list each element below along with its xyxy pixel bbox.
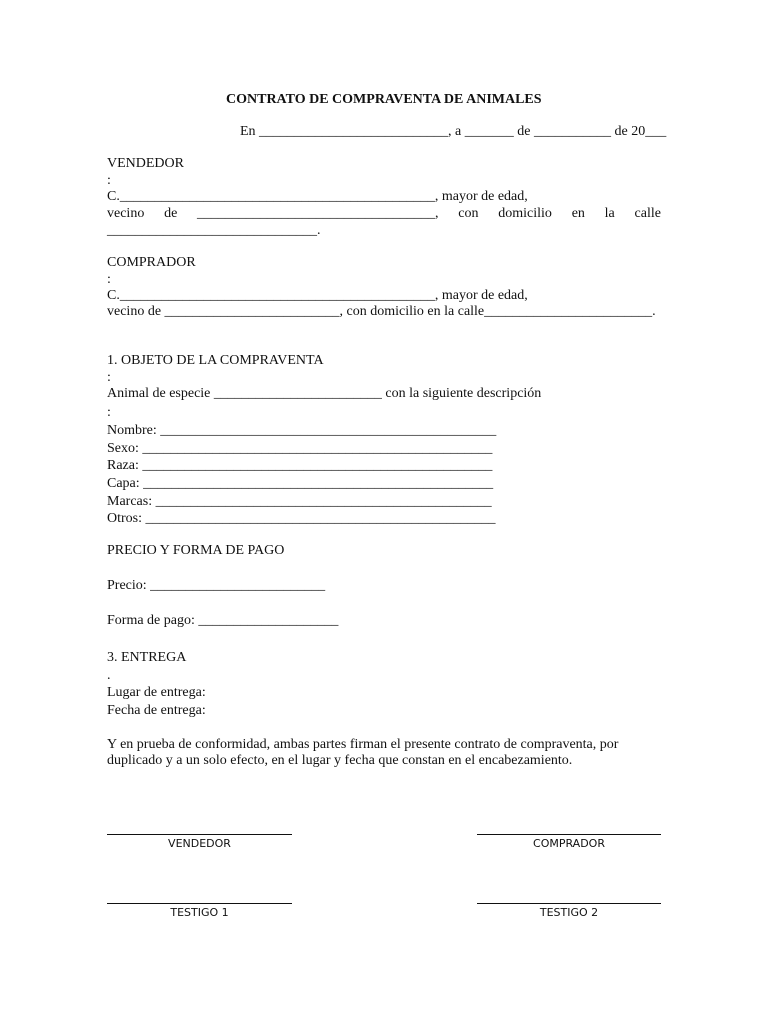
delivery-place-label: Lugar de entrega: <box>107 685 206 700</box>
seller-name-line: C._____________________________________________, mayor de edad, <box>107 189 528 204</box>
object-heading: 1. OBJETO DE LA COMPRAVENTA <box>107 353 324 368</box>
buyer-name-line: C._____________________________________________, mayor de edad, <box>107 288 528 303</box>
seller-neighbor-word: de <box>164 206 178 221</box>
seller-neighbor-line <box>107 207 661 221</box>
seller-signature-label: VENDEDOR <box>168 837 231 850</box>
delivery-heading: 3. ENTREGA <box>107 650 187 665</box>
species-line: Animal de especie ________________________ con la siguiente descripción <box>107 386 542 401</box>
payment-heading: PRECIO Y FORMA DE PAGO <box>107 543 285 558</box>
object-colon-2: : <box>107 405 111 420</box>
seller-neighbor-word: calle <box>634 206 661 221</box>
field-otros: Otros: __________________________________________________ <box>107 511 496 526</box>
seller-heading: VENDEDOR <box>107 156 184 171</box>
seller-neighbor-word: domicilio <box>498 206 552 221</box>
buyer-signature-line <box>477 834 661 835</box>
price-line: Precio: _________________________ <box>107 578 326 593</box>
seller-street-line: ______________________________. <box>107 223 321 238</box>
buyer-neighbor-line: vecino de _________________________, con domicilio en la calle________________________. <box>107 304 656 319</box>
seller-colon: : <box>107 173 111 188</box>
seller-signature-line <box>107 834 292 835</box>
seller-neighbor-word: en <box>571 206 585 221</box>
witness1-signature-label: TESTIGO 1 <box>170 906 229 919</box>
document-title: CONTRATO DE COMPRAVENTA DE ANIMALES <box>226 92 542 107</box>
field-nombre: Nombre: ________________________________________________ <box>107 423 497 438</box>
closing-line-1: Y en prueba de conformidad, ambas partes firman el presente contrato de compraventa, por <box>107 737 619 752</box>
witness2-signature-label: TESTIGO 2 <box>539 906 599 919</box>
witness1-signature-line <box>107 903 292 904</box>
field-raza: Raza: __________________________________________________ <box>107 458 493 473</box>
seller-neighbor-word: __________________________________, <box>197 206 439 221</box>
seller-neighbor-word: con <box>458 206 479 221</box>
buyer-colon: : <box>107 272 111 287</box>
witness2-signature-line <box>477 903 661 904</box>
buyer-heading: COMPRADOR <box>107 255 196 270</box>
field-capa: Capa: __________________________________________________ <box>107 476 494 491</box>
field-marcas: Marcas: ________________________________________________ <box>107 494 492 509</box>
seller-neighbor-word: vecino <box>107 206 145 221</box>
delivery-dot: . <box>107 668 111 683</box>
buyer-signature-label: COMPRADOR <box>533 837 605 850</box>
seller-neighbor-word: la <box>604 206 615 221</box>
delivery-date-label: Fecha de entrega: <box>107 703 206 718</box>
place-date-line: En ___________________________, a _______ de ___________ de 20___ <box>240 124 667 139</box>
closing-line-2: duplicado y a un solo efecto, en el lugar y fecha que constan en el encabezamiento. <box>107 753 573 768</box>
object-colon: : <box>107 370 111 385</box>
field-sexo: Sexo: __________________________________________________ <box>107 441 493 456</box>
payment-method-line: Forma de pago: ____________________ <box>107 613 339 628</box>
